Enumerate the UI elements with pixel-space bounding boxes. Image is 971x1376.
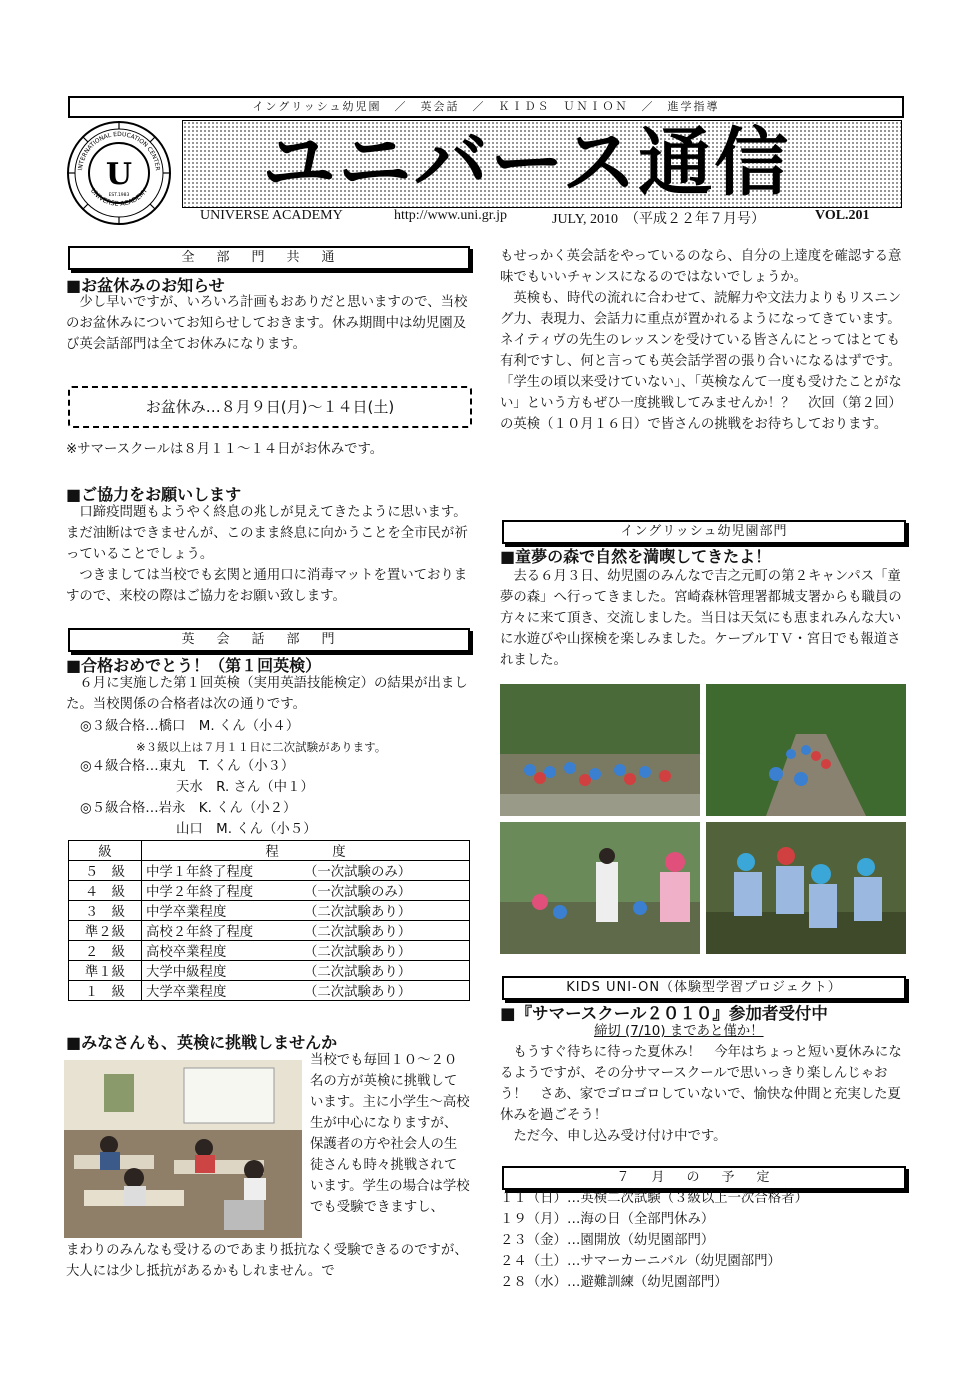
forest-photo-4 (706, 822, 906, 954)
eiken-pass-4b: 天水 R. さん（中１） (176, 780, 314, 795)
table-row: 準２級 高校２年終了程度 （二次試験あり） (69, 921, 470, 941)
schedule-item-19: １９（月）…海の日（全部門休み） (500, 1212, 715, 1227)
issue-date: JULY, 2010 （平成２２年７月号） (552, 212, 766, 227)
table-row: ２ 級 高校卒業程度 （二次試験あり） (69, 941, 470, 961)
obon-body: 少し早いですが、いろいろ計画もおありだと思いますので、当校のお盆休みについてお知らせしておきます。休み期間中は幼児園及び英会話部門は全てお休みになります。 (66, 295, 468, 352)
school-url[interactable]: http://www.uni.gr.jp (394, 208, 508, 223)
logo-ring-bottom: UNIVERSE ACADEMY (88, 186, 150, 208)
eiken-pass-5a: ◎５級合格…岩永 K. くん（小２） (80, 801, 297, 816)
school-logo (66, 120, 172, 226)
schedule-item-24: ２４（土）…サマーカーニバル（幼児園部門） (500, 1254, 781, 1269)
challenge-heading: ■みなさんも、英検に挑戦しませんか (66, 1033, 338, 1052)
forest-photo-1 (500, 684, 700, 816)
challenge-bottom-text: まわりのみんなも受けるのであまり抵抗なく受験できるのですが、大人には少し抵抗があるかもしれません。で (66, 1243, 468, 1279)
volume-number: VOL.201 (815, 208, 870, 223)
logo-est: EST.1983 (108, 193, 130, 198)
schedule-item-11: １１（日）…英検二次試験（３級以上一次合格者） (500, 1191, 808, 1206)
forest-heading: ■童夢の森で自然を満喫してきたよ！ (500, 547, 772, 566)
forest-photo-2 (706, 684, 906, 816)
summer-body: もうすぐ待ちに待った夏休み！ 今年はちょっと短い夏休みになるようですが、その分サマースクールで思いっきり楽しんじゃおう！ さあ、家でゴロゴロしていないで、愉快な仲間と充実した夏休みを過ごそう！ ただ今、申し込み受け付け中です。 (500, 1045, 902, 1144)
table-row: ５ 級 中学１年終了程度 （一次試験のみ） (69, 861, 470, 881)
classroom-photo (64, 1060, 302, 1238)
table-header-row (69, 841, 470, 861)
summer-deadline: 締切 (7/10) まであと僅か！ (594, 1024, 764, 1039)
eiken-heading: ■合格おめでとう！（第１回英検） (66, 656, 322, 675)
challenge-side-text: 当校でも毎回１０～２０名の方が英検に挑戦しています。主に小学生～高校生が中心になりますが、保護者の方や社会人の生徒さんも時々挑戦されています。学生の場合は学校でも受験できますし、 (310, 1053, 470, 1215)
eiken-grade-table (68, 840, 470, 1001)
section-header-kids-union: KIDS UNI-ON（体験型学習プロジェクト） (502, 976, 906, 1000)
obon-note: ※サマースクールは８月１１～１４日がお休みです。 (66, 442, 384, 457)
table-row: １ 級 大学卒業程度 （二次試験あり） (69, 981, 470, 1001)
header-topbar: イングリッシュ幼児園 ／ 英会話 ／ ＫＩＤＳ ＵＮＩＯＮ ／ 進学指導 (68, 96, 904, 118)
logo-ring-top: INTERNATIONAL EDUCATION CENTER (77, 130, 161, 172)
eiken-pass-3: ◎３級合格…橋口 M. くん（小４） (80, 719, 300, 734)
section-header-july-schedule: ７月の予定 (502, 1166, 906, 1190)
forest-photo-3 (500, 822, 700, 954)
forest-body: 去る６月３日、幼児園のみんなで吉之元町の第２キャンパス「童夢の森」へ行ってきました。宮崎森林管理署都城支署からも職員の方々に来て頂き、交流しました。当日は天気にも恵まれみんな大いに水遊びや山探検を楽しみました。ケーブルＴＶ・宮日でも報道されました。 (500, 569, 902, 668)
eiken-note: ※３級以上は７月１１日に二次試験があります。 (136, 740, 387, 754)
kyoryoku-body: 口蹄疫問題もようやく終息の兆しが見えてきたように思います。まだ油断はできませんが、このまま終息に向かうことを全市民が祈っていることでしょう。 つきましては当校でも玄関と通用口に消毒マットを置いておりますので、来校の際はご協力をお願い致します。 (66, 505, 468, 604)
table-header-level: 程 度 (142, 841, 470, 861)
table-row: ４ 級 中学２年終了程度 （一次試験のみ） (69, 881, 470, 901)
schedule-item-23: ２３（金）…園開放（幼児園部門） (500, 1233, 715, 1248)
masthead-title: ユニバース通信 (262, 120, 791, 206)
eiken-intro: ６月に実施した第１回英検（実用英語技能検定）の結果が出ました。当校関係の合格者は次の通りです。 (66, 676, 468, 712)
logo-center-letter: U (105, 157, 133, 192)
summer-heading: ■『サマースクール２０１０』参加者受付中 (500, 1004, 828, 1023)
table-row: 準１級 大学中級程度 （二次試験あり） (69, 961, 470, 981)
table-row: ３ 級 中学卒業程度 （二次試験あり） (69, 901, 470, 921)
obon-notice-box: お盆休み…８月９日(月)～１４日(土) (68, 386, 472, 428)
school-name: UNIVERSE ACADEMY (200, 208, 343, 223)
eiken-pass-5b: 山口 M. くん（小５） (176, 822, 317, 837)
eiken-continued-text: もせっかく英会話をやっているのなら、自分の上達度を確認する意味でもいいチャンスになるのではないでしょうか。 英検も、時代の流れに合わせて、読解力や文法力よりもリスニング力、表現力、会話力に重点が置かれるようになってきています。ネイティヴの先生のレッスンを受けている皆さんにとってはとても有利ですし、何と言っても英会話学習の張り合いになるはずです。「学生の頃以来受けていない」、「英検なんて一度も受けたことがない」という方もぜひ一度挑戦してみませんか！？ 次回（第２回）の英検（１０月１６日）で皆さんの挑戦をお待ちしております。 (500, 249, 902, 432)
section-header-all: 全部門共通 (68, 246, 470, 270)
table-header-grade: 級 (69, 841, 142, 861)
section-header-eikaiwa: 英会話部門 (68, 628, 470, 652)
section-header-kinder: イングリッシュ幼児園部門 (502, 520, 906, 544)
obon-heading: ■お盆休みのお知らせ (66, 276, 225, 295)
schedule-item-28: ２８（水）…避難訓練（幼児園部門） (500, 1275, 728, 1290)
eiken-pass-4a: ◎４級合格…東丸 T. くん（小３） (80, 759, 295, 774)
kyoryoku-heading: ■ご協力をお願いします (66, 485, 242, 504)
